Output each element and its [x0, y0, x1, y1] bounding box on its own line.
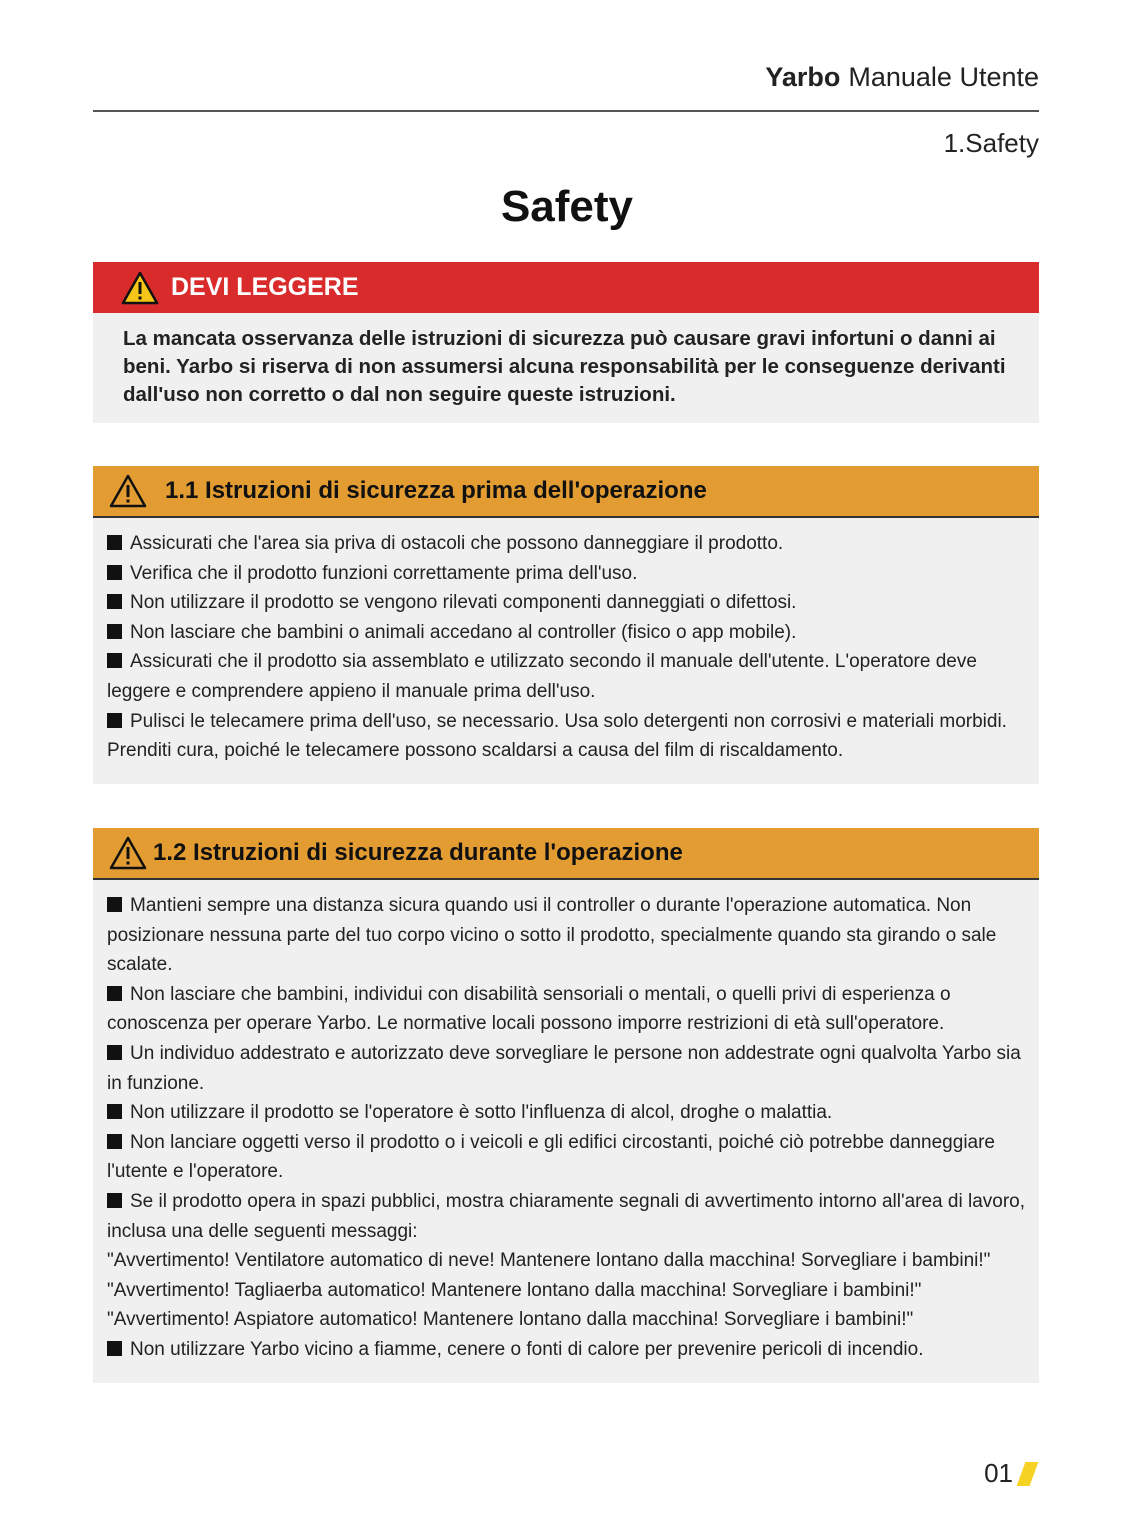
warning-outline-icon — [109, 836, 147, 870]
list-item: Verifica che il prodotto funzioni correttamente prima dell'uso. — [107, 559, 1025, 589]
list-item: Assicurati che l'area sia priva di ostacoli che possono danneggiare il prodotto. — [107, 529, 1025, 559]
page-accent-bar — [1017, 1462, 1039, 1486]
list-item: Se il prodotto opera in spazi pubblici, mostra chiaramente segnali di avvertimento intorno all'area di lavoro, inclusa una delle seguenti messaggi: — [107, 1190, 1025, 1242]
bullet-square-icon — [107, 1193, 122, 1208]
brand-name: Yarbo — [765, 62, 841, 92]
warning-title: DEVI LEGGERE — [171, 273, 359, 301]
list-item: Non lasciare che bambini, individui con disabilità sensoriali o mentali, o quelli privi di esperienza o conoscenza per operare Yarbo. Le normative locali possono imporre restrizioni di età sull'operatore. — [107, 983, 951, 1035]
section-1-1-header — [93, 466, 1039, 518]
list-item: Un individuo addestrato e autorizzato deve sorvegliare le persone non addestrate ogni qualvolta Yarbo sia in funzione. — [107, 1042, 1021, 1094]
warning-text: La mancata osservanza delle istruzioni di sicurezza può causare gravi infortuni o danni ai beni. Yarbo si riserva di non assumersi alcuna responsabilità per le conseguenze derivanti dall'uso non corretto o dal non seguire queste istruzioni. — [123, 327, 1006, 406]
warning-outline-icon — [109, 474, 147, 508]
bullet-square-icon — [107, 1045, 122, 1060]
list-item: Pulisci le telecamere prima dell'uso, se necessario. Usa solo detergenti non corrosivi e materiali morbidi. Prenditi cura, poiché le telecamere possono scaldarsi a causa del film di riscaldamento. — [107, 710, 1007, 762]
header-divider — [93, 110, 1039, 112]
section-1-1-list — [93, 518, 1039, 784]
bullet-square-icon — [107, 1134, 122, 1149]
section-1-1-title: 1.1 Istruzioni di sicurezza prima dell'operazione — [165, 477, 707, 504]
warning-message-quote: "Avvertimento! Ventilatore automatico di neve! Mantenere lontano dalla macchina! Sorvegliare i bambini!" — [107, 1250, 991, 1272]
section-1-2-list — [93, 880, 1039, 1383]
section-1-2-header — [93, 828, 1039, 880]
section-1-2-title: 1.2 Istruzioni di sicurezza durante l'operazione — [153, 839, 683, 866]
bullet-square-icon — [107, 535, 122, 550]
warning-box — [93, 262, 1039, 423]
bullet-square-icon — [107, 565, 122, 580]
page-title: Safety — [500, 182, 634, 231]
list-item: Mantieni sempre una distanza sicura quando usi il controller o durante l'operazione automatica. Non posizionare nessuna parte del tuo corpo vicino o sotto il prodotto, specialmente quando sta girando o sale scalate. — [107, 895, 997, 976]
bullet-square-icon — [107, 653, 122, 668]
section-label: 1.Safety — [943, 128, 1039, 158]
list-item: Non utilizzare il prodotto se l'operatore è sotto l'influenza di alcol, droghe o malattia. — [107, 1098, 1025, 1128]
warning-header — [93, 262, 1039, 313]
warning-message-quote: "Avvertimento! Tagliaerba automatico! Mantenere lontano dalla macchina! Sorvegliare i bambini!" — [107, 1279, 922, 1301]
bullet-square-icon — [107, 897, 122, 912]
list-item: Non utilizzare il prodotto se vengono rilevati componenti danneggiati o difettosi. — [107, 588, 1025, 618]
list-item: Non lasciare che bambini o animali accedano al controller (fisico o app mobile). — [107, 618, 1025, 648]
document-title: Manuale Utente — [848, 62, 1039, 92]
bullet-square-icon — [107, 713, 122, 728]
bullet-square-icon — [107, 624, 122, 639]
section-1-1-box — [93, 466, 1039, 784]
document-header — [765, 62, 1039, 93]
list-item: Non lanciare oggetti verso il prodotto o i veicoli e gli edifici circostanti, poiché ciò potrebbe danneggiare l'utente e l'operatore. — [107, 1131, 996, 1183]
bullet-square-icon — [107, 986, 122, 1001]
list-item: Non utilizzare Yarbo vicino a fiamme, cenere o fonti di calore per prevenire pericoli di incendio. — [107, 1335, 1025, 1365]
bullet-square-icon — [107, 594, 122, 609]
warning-triangle-icon — [121, 271, 159, 305]
list-item: Assicurati che il prodotto sia assemblato e utilizzato secondo il manuale dell'utente. L'operatore deve leggere e comprendere appieno il manuale prima dell'uso. — [107, 651, 977, 702]
section-1-2-box — [93, 828, 1039, 1383]
bullet-square-icon — [107, 1104, 122, 1119]
warning-message-quote: "Avvertimento! Aspiatore automatico! Mantenere lontano dalla macchina! Sorvegliare i bambini!" — [107, 1309, 914, 1331]
page-number: 01 — [984, 1458, 1034, 1489]
bullet-square-icon — [107, 1341, 122, 1356]
